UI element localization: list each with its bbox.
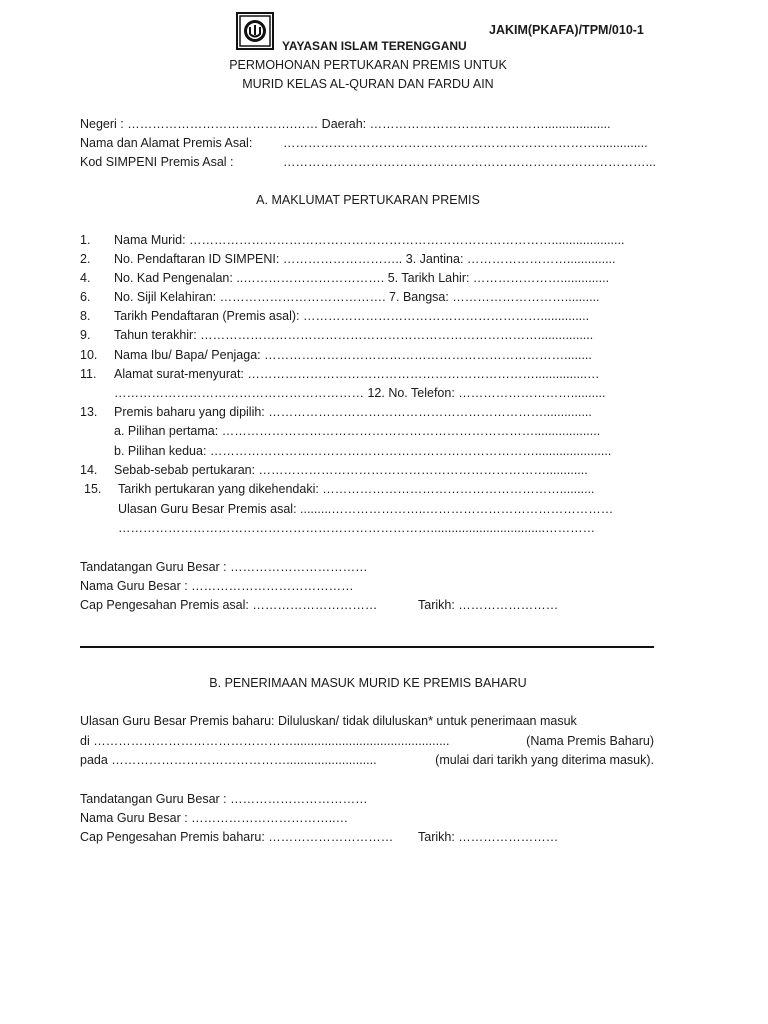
simpeni-jantina-field[interactable]: No. Pendaftaran ID SIMPENI: ……………………….. 3. Jantina: ……………………..............: [114, 252, 616, 266]
row-num: 14.: [80, 463, 98, 477]
nama-guru-asal-field[interactable]: Nama Guru Besar : …………………………………: [80, 579, 354, 593]
tarikh-terima-label: (mulai dari tarikh yang diterima masuk).: [435, 753, 654, 767]
nama-guru-baharu-field[interactable]: Nama Guru Besar : ……………………………..…: [80, 811, 349, 825]
ulasan-baharu-line: Ulasan Guru Besar Premis baharu: Diluluskan/ tidak diluluskan* untuk penerimaan masuk: [80, 714, 577, 728]
nama-alamat-label: Nama dan Alamat Premis Asal:: [80, 136, 253, 150]
tahun-terakhir-field[interactable]: Tahun terakhir: ………………………………………………………………………................: [114, 328, 594, 342]
tarikh-baharu-field[interactable]: Tarikh: ……………………: [418, 830, 559, 844]
sijil-bangsa-field[interactable]: No. Sijil Kelahiran: …………………………………. 7. Bangsa: ………………………..........: [114, 290, 600, 304]
form-code: JAKIM(PKAFA)/TPM/010-1: [489, 23, 644, 37]
row-num: 6.: [80, 290, 91, 304]
alamat-field[interactable]: Alamat surat-menyurat: ……………………………………………………………...............…: [114, 367, 600, 381]
row-num: 1.: [80, 233, 91, 247]
kad-pengenalan-tarikh-lahir-field[interactable]: No. Kad Pengenalan: ..……………………………. 5. Tarikh Lahir: …………………..............: [114, 271, 610, 285]
org-name: YAYASAN ISLAM TERENGGANU: [282, 39, 467, 53]
row-num: 10.: [80, 348, 98, 362]
tarikh-pertukaran-field[interactable]: Tarikh pertukaran yang dikehendaki: …………………………………………………..........: [118, 482, 595, 496]
pilihan-pertama-field[interactable]: a. Pilihan pertama: …………………………………………………………………...................: [114, 424, 601, 438]
ulasan-guru-asal-continued[interactable]: ………………………………………………………………….................................…………: [118, 521, 596, 535]
ulasan-guru-asal-field[interactable]: Ulasan Guru Besar Premis asal: .........…………………..………………………………………: [118, 502, 614, 516]
nama-premis-baharu-label: (Nama Premis Baharu): [526, 734, 654, 748]
kod-simpeni-field[interactable]: ……………………………………………………………………………...: [283, 155, 656, 169]
row-num: 4.: [80, 271, 91, 285]
nama-alamat-field[interactable]: …………………………………………………………………...............: [283, 136, 648, 150]
premis-baharu-field[interactable]: Premis baharu yang dipilih: …………………………………………………………..............: [114, 405, 592, 419]
sebab-pertukaran-field[interactable]: Sebab-sebab pertukaran: ……………………………………………………………............: [114, 463, 588, 477]
negeri-daerah-field[interactable]: Negeri : ………………………………….…… Daerah: ……………………………………...................: [80, 117, 611, 131]
row-num: 9.: [80, 328, 91, 342]
row-num: 2.: [80, 252, 91, 266]
cap-premis-baharu-field[interactable]: Cap Pengesahan Premis baharu: …………………………: [80, 830, 394, 844]
crest-emblem-icon: [236, 12, 274, 50]
tandatangan-guru-baharu-field[interactable]: Tandatangan Guru Besar : ……………………………: [80, 792, 368, 806]
alamat-telefon-field[interactable]: …………………………………………………… 12. No. Telefon: ………………………..........: [114, 386, 606, 400]
kod-simpeni-label: Kod SIMPENI Premis Asal :: [80, 155, 234, 169]
row-num: 11.: [80, 367, 97, 381]
pilihan-kedua-field[interactable]: b. Pilihan kedua: ……………………………………………………………………......................: [114, 444, 612, 458]
row-num: 8.: [80, 309, 91, 323]
nama-penjaga-field[interactable]: Nama Ibu/ Bapa/ Penjaga: ………………………………………………………………........: [114, 348, 592, 362]
section-a-heading: A. MAKLUMAT PERTUKARAN PREMIS: [256, 193, 480, 207]
title-line-2: MURID KELAS AL-QURAN DAN FARDU AIN: [242, 77, 494, 91]
tandatangan-guru-asal-field[interactable]: Tandatangan Guru Besar : ……………………………: [80, 560, 368, 574]
nama-premis-baharu-field[interactable]: di ………………………………………….............................................: [80, 734, 450, 748]
row-num: 13.: [80, 405, 98, 419]
section-divider: [80, 646, 654, 648]
row-num: 15.: [84, 482, 102, 496]
tarikh-pendaftaran-field[interactable]: Tarikh Pendaftaran (Premis asal): …………………………………………………..............: [114, 309, 590, 323]
tarikh-terima-field[interactable]: pada ……………………………………..........................: [80, 753, 377, 767]
nama-murid-field[interactable]: Nama Murid: …………………………………………………………………………….....................: [114, 233, 625, 247]
cap-premis-asal-field[interactable]: Cap Pengesahan Premis asal: …………………………: [80, 598, 378, 612]
tarikh-asal-field[interactable]: Tarikh: ……………………: [418, 598, 559, 612]
section-b-heading: B. PENERIMAAN MASUK MURID KE PREMIS BAHARU: [209, 676, 527, 690]
title-line-1: PERMOHONAN PERTUKARAN PREMIS UNTUK: [229, 58, 507, 72]
